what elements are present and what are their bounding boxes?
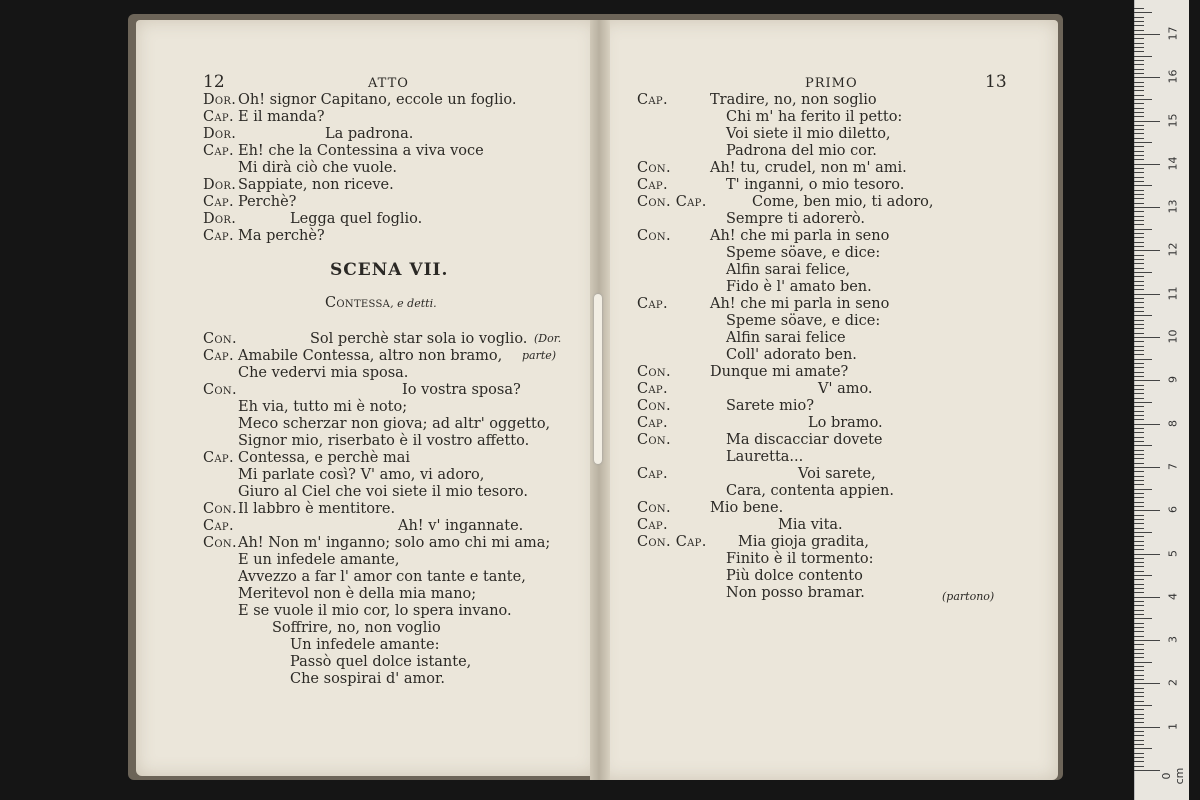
ruler-mm-tick (1134, 86, 1144, 87)
left-line2-15-text: Avvezzo a far l' amor con tante e tante, (238, 569, 526, 585)
ruler-mm-tick (1134, 43, 1144, 44)
ruler-cm-tick (1134, 294, 1160, 295)
ruler-mm-tick (1134, 670, 1144, 671)
ruler-mm-tick (1134, 346, 1144, 347)
ruler-mm-tick (1134, 744, 1144, 745)
ruler-label: 5 (1166, 549, 1180, 557)
right-line-14-text: Speme söave, e dice: (726, 313, 881, 329)
ruler-mm-tick (1134, 463, 1144, 464)
left-line2-13-text: Ah! Non m' inganno; solo amo chi mi ama; (238, 535, 551, 551)
ruler-mm-tick (1134, 116, 1144, 117)
ruler-mm-tick (1134, 268, 1144, 269)
left-line-6-speaker: Dor. (203, 177, 237, 193)
ruler-mm-tick (1134, 406, 1144, 407)
ruler-mm-tick (1134, 324, 1144, 325)
ruler-mm-tick (1134, 441, 1144, 442)
ruler-mm-tick (1134, 90, 1144, 91)
ruler-mm-tick (1134, 389, 1144, 390)
ruler-mm-tick (1134, 631, 1144, 632)
ruler-mm-tick (1134, 419, 1144, 420)
left-line2-2-text: Amabile Contessa, altro non bramo, (238, 348, 503, 364)
ruler-mm-tick (1134, 666, 1144, 667)
ruler-cm-tick (1134, 554, 1160, 555)
ruler-mm-tick (1134, 415, 1144, 416)
right-line-9-speaker: Con. (637, 228, 671, 244)
ruler-mm-tick (1134, 185, 1152, 186)
ruler-mm-tick (1134, 315, 1152, 316)
ruler-mm-tick (1134, 437, 1144, 438)
ruler-mm-tick (1134, 328, 1144, 329)
left-page-number: 12 (203, 72, 225, 92)
left-line-1-speaker: Dor. (203, 92, 237, 108)
ruler-mm-tick (1134, 545, 1144, 546)
ruler-mm-tick (1134, 458, 1144, 459)
right-line-27-text: Mia gioja gradita, (738, 534, 869, 550)
ruler-mm-tick (1134, 709, 1144, 710)
ruler-mm-tick (1134, 489, 1152, 490)
ruler-cm-tick (1134, 467, 1160, 468)
ruler-mm-tick (1134, 718, 1144, 719)
ruler-mm-tick (1134, 363, 1144, 364)
left-line2-4-speaker: Con. (203, 382, 237, 398)
left-line2-12-speaker: Cap. (203, 518, 234, 534)
ruler-mm-tick (1134, 159, 1144, 160)
left-line-8-speaker: Dor. (203, 211, 237, 227)
ruler-label: 9 (1166, 376, 1180, 384)
right-line-17-speaker: Con. (637, 364, 671, 380)
right-line-4-text: Padrona del mio cor. (726, 143, 877, 159)
ruler-mm-tick (1134, 757, 1144, 758)
ruler-mm-tick (1134, 108, 1144, 109)
left-line-7-speaker: Cap. (203, 194, 234, 210)
ruler-mm-tick (1134, 285, 1144, 286)
ruler-mm-tick (1134, 168, 1144, 169)
ruler-mm-tick (1134, 155, 1144, 156)
right-line-26-speaker: Cap. (637, 517, 668, 533)
ruler-mm-tick (1134, 627, 1144, 628)
left-running-head: ATTO (368, 76, 409, 91)
ruler-mm-tick (1134, 220, 1144, 221)
ruler-cm-tick (1134, 34, 1160, 35)
ruler-mm-tick (1134, 51, 1144, 52)
right-line-19-text: Sarete mio? (726, 398, 814, 414)
ruler-mm-tick (1134, 519, 1144, 520)
ruler-mm-tick (1134, 761, 1144, 762)
ruler-label: 14 (1166, 156, 1180, 171)
ruler-mm-tick (1134, 766, 1144, 767)
ruler-cm-tick (1134, 770, 1160, 771)
ruler-mm-tick (1134, 502, 1144, 503)
left-line2-11-speaker: Con. (203, 501, 237, 517)
ruler-mm-tick (1134, 705, 1152, 706)
right-line-6-speaker: Cap. (637, 177, 668, 193)
ruler-mm-tick (1134, 229, 1152, 230)
right-line-5-text: Ah! tu, crudel, non m' ami. (710, 160, 907, 176)
left-line2-18-text: Soffrire, no, non voglio (272, 620, 441, 636)
right-line-30-text: Non posso bramar. (726, 585, 865, 601)
binding-thread (594, 294, 602, 464)
right-line-10-text: Speme söave, e dice: (726, 245, 881, 261)
ruler-mm-tick (1134, 584, 1144, 585)
left-line-3-speaker: Dor. (203, 126, 237, 142)
ruler-mm-tick (1134, 129, 1144, 130)
right-line-20-text: Lo bramo. (808, 415, 883, 431)
ruler-mm-tick (1134, 242, 1144, 243)
ruler-mm-tick (1134, 385, 1144, 386)
ruler-mm-tick (1134, 614, 1144, 615)
left-line-7-text: Perchè? (238, 194, 297, 210)
ruler-mm-tick (1134, 333, 1144, 334)
left-line2-4-text: Io vostra sposa? (402, 382, 521, 398)
scene-characters-name: Contessa (325, 295, 391, 311)
ruler-mm-tick (1134, 541, 1144, 542)
ruler-mm-tick (1134, 341, 1144, 342)
ruler-mm-tick (1134, 493, 1144, 494)
ruler-mm-tick (1134, 359, 1152, 360)
right-line-2-text: Chi m' ha ferito il petto: (726, 109, 903, 125)
ruler-cm-tick (1134, 597, 1160, 598)
right-line-29-text: Più dolce contento (726, 568, 863, 584)
left-line2-5-text: Eh via, tutto mi è noto; (238, 399, 408, 415)
left-line2-1-speaker: Con. (203, 331, 237, 347)
ruler-mm-tick (1134, 237, 1144, 238)
ruler-mm-tick (1134, 480, 1144, 481)
right-line-27-speaker: Con. Cap. (637, 534, 707, 550)
ruler-mm-tick (1134, 12, 1152, 13)
right-line-16-text: Coll' adorato ben. (726, 347, 857, 363)
ruler-mm-tick (1134, 172, 1144, 173)
ruler-mm-tick (1134, 528, 1144, 529)
ruler-mm-tick (1134, 307, 1144, 308)
left-line2-1-text: Sol perchè star sola io voglio. (310, 331, 528, 347)
left-line2-12-text: Ah! v' ingannate. (398, 518, 524, 534)
ruler-mm-tick (1134, 549, 1144, 550)
ruler-mm-tick (1134, 649, 1144, 650)
left-line2-11-text: Il labbro è mentitore. (238, 501, 396, 517)
right-page-number: 13 (985, 72, 1007, 92)
ruler-mm-tick (1134, 246, 1144, 247)
ruler-mm-tick (1134, 142, 1152, 143)
ruler-mm-tick (1134, 558, 1144, 559)
ruler-mm-tick (1134, 367, 1144, 368)
ruler-mm-tick (1134, 610, 1144, 611)
ruler-mm-tick (1134, 636, 1144, 637)
ruler-mm-tick (1134, 515, 1144, 516)
right-line-18-text: V' amo. (818, 381, 873, 397)
ruler-label: 6 (1166, 506, 1180, 514)
ruler-mm-tick (1134, 263, 1144, 264)
ruler-mm-tick (1134, 696, 1144, 697)
right-line-6-text: T' inganni, o mio tesoro. (726, 177, 905, 193)
ruler-mm-tick (1134, 588, 1144, 589)
ruler-mm-tick (1134, 662, 1152, 663)
ruler-cm-tick (1134, 250, 1160, 251)
ruler-label: 13 (1166, 199, 1180, 214)
left-line2-10-text: Giuro al Ciel che voi siete il mio tesoro. (238, 484, 528, 500)
right-line-13-text: Ah! che mi parla in seno (710, 296, 890, 312)
left-line-4-text: Eh! che la Contessina a viva voce (238, 143, 484, 159)
ruler-mm-tick (1134, 8, 1144, 9)
ruler-mm-tick (1134, 692, 1144, 693)
right-line-25-speaker: Con. (637, 500, 671, 516)
scene-characters (325, 295, 437, 312)
ruler-mm-tick (1134, 133, 1144, 134)
ruler-mm-tick (1134, 177, 1144, 178)
ruler-cm-tick (1134, 380, 1160, 381)
right-line-3-text: Voi siete il mio diletto, (726, 126, 891, 142)
ruler-label: 8 (1166, 419, 1180, 427)
right-line-20-speaker: Cap. (637, 415, 668, 431)
ruler-mm-tick (1134, 571, 1144, 572)
right-line-25-text: Mio bene. (710, 500, 784, 516)
ruler-mm-tick (1134, 47, 1144, 48)
left-line2-13-speaker: Con. (203, 535, 237, 551)
ruler-mm-tick (1134, 731, 1144, 732)
left-line2-7-text: Signor mio, riserbato è il vostro affetto. (238, 433, 530, 449)
ruler-label: 1 (1166, 722, 1180, 730)
ruler-cm-tick (1134, 727, 1160, 728)
ruler-mm-tick (1134, 735, 1144, 736)
ruler-mm-tick (1134, 748, 1152, 749)
ruler-mm-tick (1134, 445, 1152, 446)
scene-title: SCENA VII. (330, 260, 449, 280)
right-line-13-speaker: Cap. (637, 296, 668, 312)
right-line-19-speaker: Con. (637, 398, 671, 414)
ruler-label: 3 (1166, 636, 1180, 644)
ruler-mm-tick (1134, 497, 1144, 498)
ruler-mm-tick (1134, 103, 1144, 104)
right-line-18-speaker: Cap. (637, 381, 668, 397)
ruler-mm-tick (1134, 233, 1144, 234)
right-line-21-text: Ma discacciar dovete (726, 432, 883, 448)
ruler-mm-tick (1134, 272, 1152, 273)
ruler-label: 7 (1166, 462, 1180, 470)
ruler-mm-tick (1134, 151, 1144, 152)
ruler-mm-tick (1134, 618, 1152, 619)
ruler-mm-tick (1134, 428, 1144, 429)
left-line2-16-text: Meritevol non è della mia mano; (238, 586, 477, 602)
ruler-mm-tick (1134, 281, 1144, 282)
ruler-mm-tick (1134, 372, 1144, 373)
right-line-9-text: Ah! che mi parla in seno (710, 228, 890, 244)
ruler-mm-tick (1134, 601, 1144, 602)
ruler-label: 17 (1166, 26, 1180, 41)
right-line-28-text: Finito è il tormento: (726, 551, 874, 567)
ruler-label: 10 (1166, 329, 1180, 344)
left-line2-3-text: Che vedervi mia sposa. (238, 365, 409, 381)
ruler-mm-tick (1134, 194, 1144, 195)
right-line-5-speaker: Con. (637, 160, 671, 176)
left-line2-9-text: Mi parlate così? V' amo, vi adoro, (238, 467, 485, 483)
ruler-mm-tick (1134, 566, 1144, 567)
ruler-mm-tick (1134, 432, 1144, 433)
ruler-mm-tick (1134, 298, 1144, 299)
ruler-mm-tick (1134, 211, 1144, 212)
ruler-cm-tick (1134, 683, 1160, 684)
left-line2-8-speaker: Cap. (203, 450, 234, 466)
ruler-mm-tick (1134, 398, 1144, 399)
right-line-17-text: Dunque mi amate? (710, 364, 849, 380)
ruler-mm-tick (1134, 506, 1144, 507)
ruler-mm-tick (1134, 17, 1144, 18)
ruler-mm-tick (1134, 714, 1144, 715)
ruler-cm-tick (1134, 164, 1160, 165)
ruler-mm-tick (1134, 25, 1144, 26)
ruler-mm-tick (1134, 60, 1144, 61)
right-line-7-speaker: Con. Cap. (637, 194, 707, 210)
ruler-mm-tick (1134, 320, 1144, 321)
ruler-mm-tick (1134, 402, 1152, 403)
left-line-9-speaker: Cap. (203, 228, 234, 244)
stage-direction-dor: (Dor. (534, 332, 562, 345)
left-line-6-text: Sappiate, non riceve. (238, 177, 394, 193)
ruler-label: 0 cm (1160, 767, 1186, 785)
left-line-3-text: La padrona. (325, 126, 414, 142)
right-line-23-speaker: Cap. (637, 466, 668, 482)
ruler-mm-tick (1134, 181, 1144, 182)
ruler-mm-tick (1134, 255, 1144, 256)
ruler-mm-tick (1134, 579, 1144, 580)
right-line-12-text: Fido è l' amato ben. (726, 279, 872, 295)
right-running-head: PRIMO (805, 76, 858, 91)
right-line-24-text: Cara, contenta appien. (726, 483, 894, 499)
ruler-mm-tick (1134, 82, 1144, 83)
right-line-21-speaker: Con. (637, 432, 671, 448)
ruler-mm-tick (1134, 679, 1144, 680)
ruler-label: 15 (1166, 113, 1180, 127)
ruler-mm-tick (1134, 393, 1144, 394)
ruler-mm-tick (1134, 562, 1144, 563)
ruler-cm-tick (1134, 207, 1160, 208)
ruler-mm-tick (1134, 73, 1144, 74)
ruler-mm-tick (1134, 354, 1144, 355)
ruler-cm-tick (1134, 337, 1160, 338)
left-line2-14-text: E un infedele amante, (238, 552, 400, 568)
ruler-mm-tick (1134, 311, 1144, 312)
ruler-mm-tick (1134, 536, 1144, 537)
ruler-mm-tick (1134, 64, 1144, 65)
ruler-label: 12 (1166, 242, 1180, 257)
ruler-cm-tick (1134, 510, 1160, 511)
ruler-mm-tick (1134, 95, 1144, 96)
right-line-7-text: Come, ben mio, ti adoro, (752, 194, 934, 210)
ruler-label: 2 (1166, 679, 1180, 687)
ruler-mm-tick (1134, 21, 1144, 22)
ruler-mm-tick (1134, 688, 1144, 689)
left-line-2-text: E il manda? (238, 109, 325, 125)
ruler-mm-tick (1134, 454, 1144, 455)
left-line2-2-speaker: Cap. (203, 348, 234, 364)
right-line-1-text: Tradire, no, non soglio (710, 92, 877, 108)
stage-direction-partono: (partono) (942, 590, 995, 603)
ruler-mm-tick (1134, 701, 1144, 702)
ruler-label: 4 (1166, 592, 1180, 600)
stage-direction-parte: parte) (522, 349, 557, 362)
left-line2-20-text: Passò quel dolce istante, (290, 654, 472, 670)
ruler-mm-tick (1134, 532, 1152, 533)
ruler-mm-tick (1134, 675, 1144, 676)
ruler-mm-tick (1134, 30, 1144, 31)
ruler-mm-tick (1134, 125, 1144, 126)
ruler-mm-tick (1134, 56, 1152, 57)
left-line2-21-text: Che sospirai d' amor. (290, 671, 445, 687)
ruler-mm-tick (1134, 484, 1144, 485)
right-line-11-text: Alfin sarai felice, (726, 262, 851, 278)
ruler-mm-tick (1134, 146, 1144, 147)
left-line2-6-text: Meco scherzar non giova; ad altr' oggetto, (238, 416, 551, 432)
ruler-cm-tick (1134, 640, 1160, 641)
right-line-26-text: Mia vita. (778, 517, 843, 533)
ruler-mm-tick (1134, 753, 1144, 754)
ruler-mm-tick (1134, 289, 1144, 290)
left-line2-8-text: Contessa, e perchè mai (238, 450, 410, 466)
left-line-4-speaker: Cap. (203, 143, 234, 159)
ruler-label: 16 (1166, 69, 1180, 84)
ruler-mm-tick (1134, 99, 1152, 100)
ruler-mm-tick (1134, 623, 1144, 624)
ruler-mm-tick (1134, 523, 1144, 524)
ruler-mm-tick (1134, 69, 1144, 70)
ruler-mm-tick (1134, 653, 1144, 654)
ruler-mm-tick (1134, 350, 1144, 351)
ruler-mm-tick (1134, 450, 1144, 451)
ruler-mm-tick (1134, 112, 1144, 113)
ruler-mm-tick (1134, 575, 1152, 576)
ruler-mm-tick (1134, 740, 1144, 741)
ruler-mm-tick (1134, 722, 1144, 723)
ruler-mm-tick (1134, 138, 1144, 139)
right-line-8-text: Sempre ti adorerò. (726, 211, 865, 227)
scene-characters-note: , e detti. (390, 297, 437, 310)
ruler-mm-tick (1134, 216, 1144, 217)
ruler-mm-tick (1134, 657, 1144, 658)
ruler-mm-tick (1134, 411, 1144, 412)
right-line-22-text: Lauretta... (726, 449, 804, 465)
right-line-23-text: Voi sarete, (798, 466, 876, 482)
left-line-8-text: Legga quel foglio. (290, 211, 423, 227)
ruler-mm-tick (1134, 376, 1144, 377)
ruler-mm-tick (1134, 302, 1144, 303)
left-line2-19-text: Un infedele amante: (290, 637, 440, 653)
ruler-mm-tick (1134, 605, 1144, 606)
right-line-15-text: Alfin sarai felice (726, 330, 846, 346)
left-line-9-text: Ma perchè? (238, 228, 325, 244)
ruler-cm-tick (1134, 121, 1160, 122)
left-line-2-speaker: Cap. (203, 109, 234, 125)
right-line-1-speaker: Cap. (637, 92, 668, 108)
ruler-mm-tick (1134, 644, 1144, 645)
ruler-mm-tick (1134, 471, 1144, 472)
ruler-mm-tick (1134, 38, 1144, 39)
ruler-cm-tick (1134, 77, 1160, 78)
ruler-mm-tick (1134, 592, 1144, 593)
left-line2-17-text: E se vuole il mio cor, lo spera invano. (238, 603, 512, 619)
ruler-mm-tick (1134, 203, 1144, 204)
ruler-mm-tick (1134, 276, 1144, 277)
ruler-mm-tick (1134, 259, 1144, 260)
ruler-mm-tick (1134, 476, 1144, 477)
ruler-label: 11 (1166, 286, 1180, 301)
left-line-5-text: Mi dirà ciò che vuole. (238, 160, 398, 176)
ruler-mm-tick (1134, 198, 1144, 199)
left-line-1-text: Oh! signor Capitano, eccole un foglio. (238, 92, 517, 108)
ruler-mm-tick (1134, 224, 1144, 225)
ruler-cm-tick (1134, 424, 1160, 425)
ruler-mm-tick (1134, 190, 1144, 191)
